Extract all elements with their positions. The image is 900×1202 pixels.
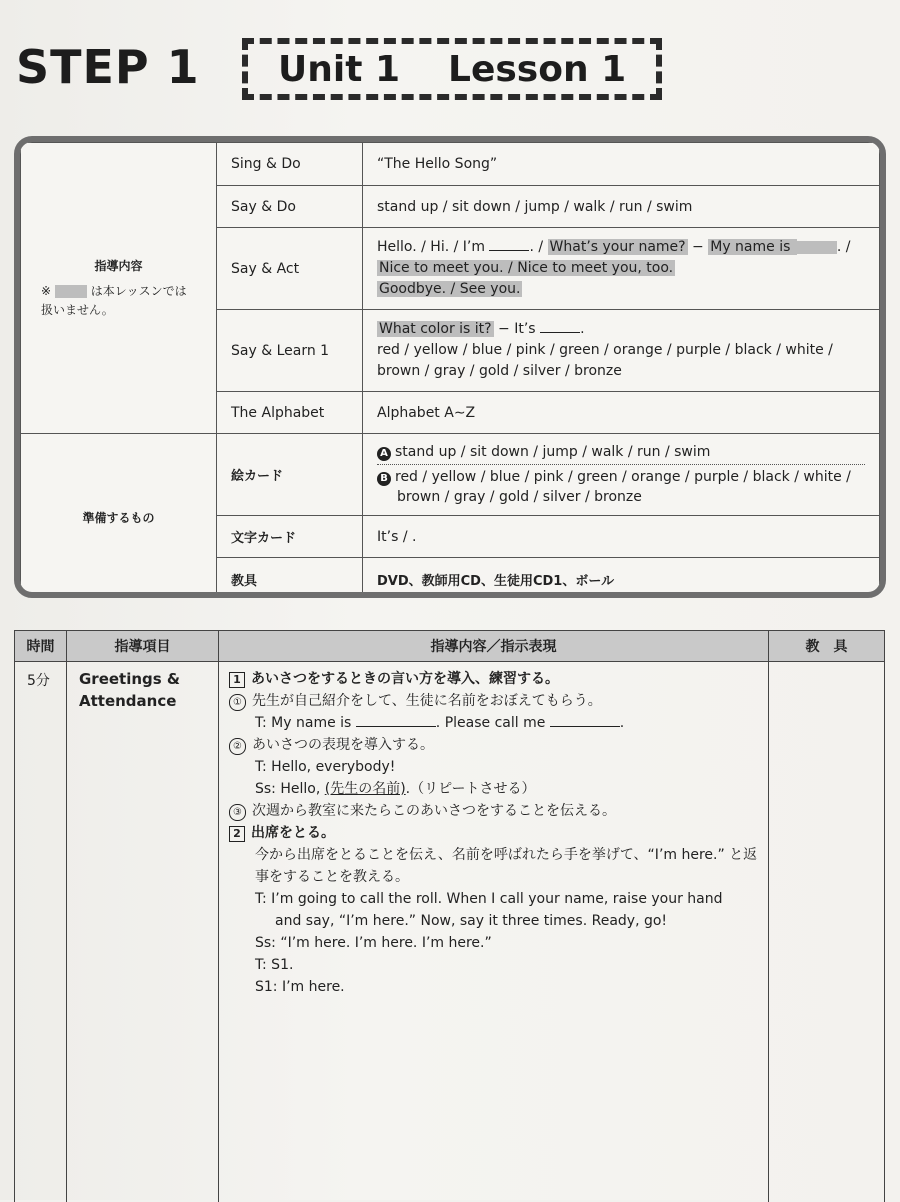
blank-line — [356, 714, 436, 727]
marker-a: A — [377, 447, 391, 461]
content-line — [229, 668, 768, 690]
unit-label: Unit 1 — [278, 48, 400, 90]
content-line — [229, 778, 768, 800]
text: T: My name is — [255, 715, 356, 731]
highlight-text: What color is it? — [379, 321, 492, 337]
content-line — [229, 822, 768, 844]
content-line — [229, 800, 768, 822]
row-name: Say & Learn 1 — [217, 310, 363, 392]
highlight-text: My name is — [710, 239, 795, 255]
note-text-2: 扱いません。 — [41, 302, 114, 317]
text: red / yellow / blue / pink / green / orange / purple / black / white / — [395, 469, 851, 485]
content-line: T: S1. — [255, 957, 294, 973]
unit-lesson-box — [242, 38, 662, 100]
note-text: は本レッスンでは — [90, 283, 187, 298]
text: 先生が自己紹介をして、生徒に名前をおぼえてもらう。 — [252, 693, 602, 709]
content-line: Ss: “I’m here. I’m here. I’m here.” — [255, 935, 492, 951]
row-text — [363, 310, 880, 392]
time-cell: 5分 — [15, 662, 67, 1202]
content-line — [229, 712, 768, 734]
dotted-divider — [377, 464, 865, 465]
lesson-plan-table — [14, 630, 885, 1202]
text: .（リピートさせる） — [405, 781, 536, 797]
text: あいさつをするときの言い方を導入、練習する。 — [251, 671, 559, 687]
row-name: Say & Act — [217, 228, 363, 310]
overview-table — [20, 142, 880, 598]
text: − It’s — [493, 321, 541, 337]
content-line: and say, “I’m here.” Now, say it three times. Ready, go! — [275, 913, 668, 929]
text: Ss: Hello, — [255, 781, 325, 797]
row-text — [363, 434, 880, 516]
text: あいさつの表現を導入する。 — [252, 737, 434, 753]
row-name: The Alphabet — [217, 392, 363, 434]
blank-line — [550, 714, 620, 727]
text: . — [580, 321, 585, 337]
table-row — [21, 434, 880, 516]
text: . / — [836, 239, 851, 255]
content-line — [229, 690, 768, 712]
step-title: STEP 1 — [16, 40, 200, 94]
row-name: 絵カード — [217, 434, 363, 516]
row-name: 教具 — [217, 558, 363, 599]
row-name: 文字カード — [217, 516, 363, 558]
text: Hello. / Hi. / I’m — [377, 239, 490, 255]
content-line: 事をすることを教える。 — [255, 869, 409, 885]
step-number: 2 — [229, 826, 245, 842]
header-tools: 教 具 — [769, 631, 885, 662]
text: . — [619, 715, 625, 731]
step-number: 1 — [229, 672, 245, 688]
text: red / yellow / blue / pink / green / orange / purple / black / white / — [377, 342, 833, 358]
table-row — [21, 143, 880, 186]
highlight-text: What’s your name? — [549, 239, 686, 255]
tools-cell — [769, 662, 885, 1202]
underlined-text: (先生の名前) — [324, 781, 406, 797]
text: . Please call me — [435, 715, 550, 731]
content-line: T: I’m going to call the roll. When I call your name, raise your hand — [255, 891, 723, 907]
highlight-text: Goodbye. / See you. — [379, 281, 521, 297]
row-text: “The Hello Song” — [363, 143, 880, 186]
item-line: Attendance — [79, 692, 177, 710]
text: − — [687, 239, 709, 255]
content-line: 今から出席をとることを伝え、名前を呼ばれたら手を挙げて、“I’m here.” と返 — [255, 847, 758, 863]
overview-frame — [14, 136, 886, 598]
text: stand up / sit down / jump / walk / run / swim — [395, 444, 711, 460]
section-prep-label: 準備するもの — [21, 434, 217, 599]
gray-box — [797, 241, 837, 254]
content-line: S1: I’m here. — [255, 979, 345, 995]
blank-line — [540, 320, 580, 333]
item-cell — [67, 662, 219, 1202]
circled-number: ③ — [229, 804, 246, 821]
circled-number: ① — [229, 694, 246, 711]
content-line: T: Hello, everybody! — [255, 759, 396, 775]
item-line: Greetings & — [79, 670, 181, 688]
blank-line — [489, 238, 529, 251]
header-content: 指導内容／指示表現 — [219, 631, 769, 662]
header-item: 指導項目 — [67, 631, 219, 662]
text: 次週から教室に来たらこのあいさつをすることを伝える。 — [252, 803, 616, 819]
note-gray-box — [55, 285, 87, 298]
row-name: Say & Do — [217, 186, 363, 228]
table-header-row — [15, 631, 885, 662]
row-text: Alphabet A∼Z — [363, 392, 880, 434]
text: 出席をとる。 — [251, 825, 335, 841]
highlight-text: Nice to meet you. / Nice to meet you, too. — [379, 260, 674, 276]
lesson-label: Lesson 1 — [448, 48, 627, 90]
content-line — [229, 734, 768, 756]
section-note — [35, 282, 202, 320]
marker-b: B — [377, 472, 391, 486]
row-text: It’s / . — [363, 516, 880, 558]
row-text: DVD、教師用CD、生徒用CD1、ボール — [363, 558, 880, 599]
section-content-label — [21, 143, 217, 434]
row-name: Sing & Do — [217, 143, 363, 186]
table-row — [15, 662, 885, 1202]
header-time: 時間 — [15, 631, 67, 662]
text: brown / gray / gold / silver / bronze — [377, 363, 622, 379]
section-title: 指導内容 — [94, 258, 143, 273]
row-text: stand up / sit down / jump / walk / run / swim — [363, 186, 880, 228]
content-cell — [219, 662, 769, 1202]
circled-number: ② — [229, 738, 246, 755]
text: brown / gray / gold / silver / bronze — [397, 489, 642, 505]
row-text — [363, 228, 880, 310]
text: . / — [529, 239, 548, 255]
note-mark: ※ — [41, 283, 52, 298]
